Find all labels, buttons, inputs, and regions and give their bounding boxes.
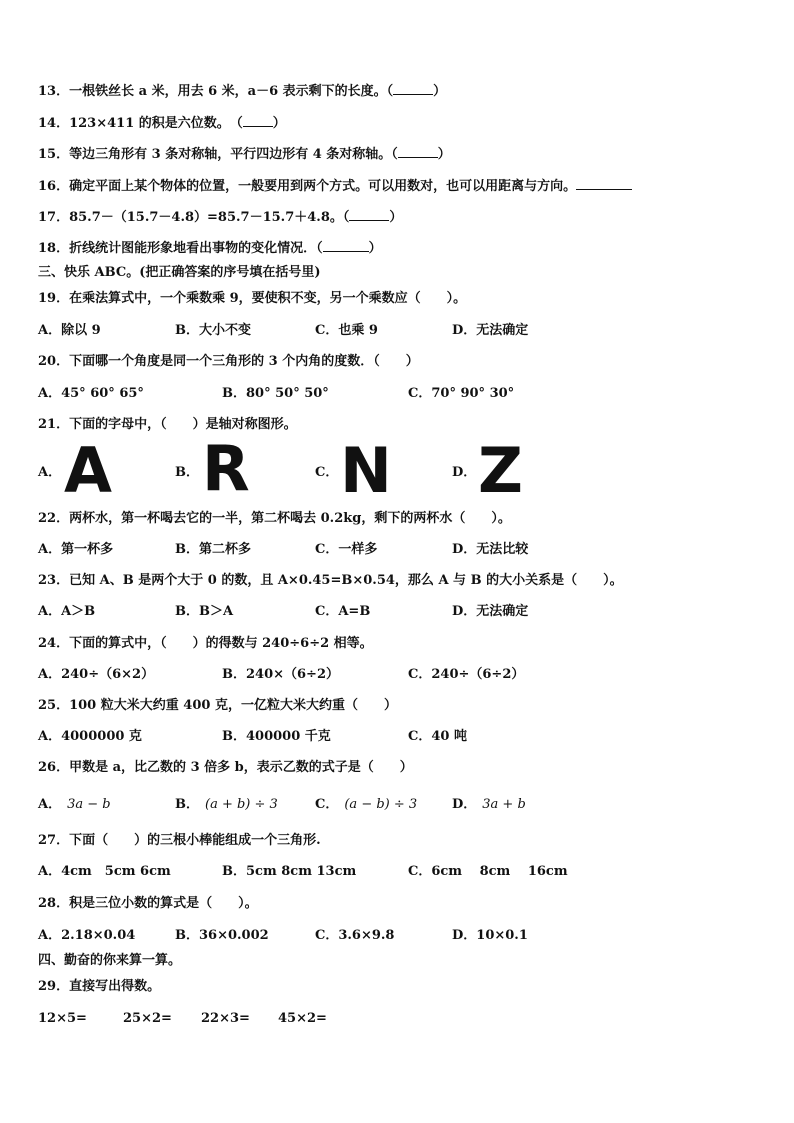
question-18 — [38, 239, 382, 258]
q15-text: 15．等边三角形有 3 条对称轴，平行四边形有 4 条对称轴。（ — [38, 147, 398, 162]
q23-option-b[interactable]: B．B＞A — [175, 604, 234, 619]
question-26: 26．甲数是 a，比乙数的 3 倍多 b，表示乙数的式子是（ ） — [38, 760, 413, 775]
q25-option-c[interactable]: C．40 吨 — [408, 729, 467, 744]
q26-option-c[interactable] — [315, 796, 417, 814]
q25-option-b[interactable]: B．400000 千克 — [222, 729, 331, 744]
question-28: 28．积是三位小数的算式是（ ）。 — [38, 896, 258, 911]
calc-item-3[interactable]: 22×3= — [201, 1011, 250, 1026]
question-24: 24．下面的算式中，（ ）的得数与 240÷6÷2 相等。 — [38, 636, 373, 651]
q26-expr-b: (a + b) ÷ 3 — [205, 797, 278, 812]
q24-option-b[interactable]: B．240×（6÷2） — [222, 667, 340, 682]
question-29: 29．直接写出得数。 — [38, 979, 161, 994]
letter-z-glyph: Z — [478, 434, 523, 507]
q19-option-a[interactable]: A．除以 9 — [38, 323, 101, 338]
q18-text: 18．折线统计图能形象地看出事物的变化情况．（ — [38, 241, 323, 256]
q26-expr-d: 3a + b — [482, 797, 526, 812]
q22-option-c[interactable]: C．一样多 — [315, 542, 378, 557]
q27-option-c[interactable]: C．6cm 8cm 16cm — [408, 864, 568, 879]
q28-option-b[interactable]: B．36×0.002 — [175, 928, 269, 943]
q26-label-c: C． — [315, 797, 339, 812]
q26-option-a[interactable] — [38, 796, 111, 814]
q21-option-d-label[interactable]: D． — [452, 465, 477, 480]
letter-n-glyph: N — [340, 434, 392, 507]
q20-option-c[interactable]: C．70° 90° 30° — [408, 386, 515, 401]
question-19: 19．在乘法算式中，一个乘数乘 9，要使积不变，另一个乘数应（ ）。 — [38, 291, 467, 306]
q26-option-d[interactable] — [452, 796, 526, 814]
q26-option-b[interactable] — [175, 796, 278, 814]
question-27: 27．下面（ ）的三根小棒能组成一个三角形. — [38, 833, 321, 848]
question-16 — [38, 177, 632, 196]
q19-option-c[interactable]: C．也乘 9 — [315, 323, 378, 338]
section-4-heading: 四、勤奋的你来算一算。 — [38, 953, 182, 968]
q13-close: ） — [433, 84, 447, 99]
q20-option-b[interactable]: B．80° 50° 50° — [222, 386, 329, 401]
q25-option-a[interactable]: A．4000000 克 — [38, 729, 142, 744]
answer-blank[interactable] — [576, 177, 632, 190]
question-23: 23．已知 A、B 是两个大于 0 的数，且 A×0.45=B×0.54，那么 A 与 B 的大小关系是（ ）。 — [38, 573, 623, 588]
letter-r-glyph: R — [202, 432, 250, 505]
q21-option-c-label[interactable]: C． — [315, 465, 339, 480]
letter-a-glyph: A — [64, 434, 112, 507]
q14-close: ） — [272, 116, 286, 131]
answer-blank[interactable] — [243, 114, 273, 127]
q26-label-d: D． — [452, 797, 477, 812]
q14-text: 14．123×411 的积是六位数。 （ — [38, 116, 243, 131]
q23-option-c[interactable]: C．A=B — [315, 604, 371, 619]
question-21: 21．下面的字母中，（ ）是轴对称图形。 — [38, 417, 297, 432]
q22-option-b[interactable]: B．第二杯多 — [175, 542, 251, 557]
q26-expr-c: (a − b) ÷ 3 — [344, 797, 418, 812]
calc-item-1[interactable]: 12×5= — [38, 1011, 87, 1026]
q26-expr-a: 3a − b — [67, 797, 111, 812]
q21-option-b-label[interactable]: B． — [175, 465, 199, 480]
q27-option-b[interactable]: B．5cm 8cm 13cm — [222, 864, 357, 879]
q22-option-a[interactable]: A．第一杯多 — [38, 542, 114, 557]
q16-text: 16．确定平面上某个物体的位置，一般要用到两个方式。可以用数对，也可以用距离与方向。 — [38, 179, 577, 194]
answer-blank[interactable] — [323, 239, 369, 252]
q26-label-b: B． — [175, 797, 199, 812]
q19-option-d[interactable]: D．无法确定 — [452, 323, 529, 338]
q19-option-b[interactable]: B．大小不变 — [175, 323, 251, 338]
question-14 — [38, 114, 286, 133]
section-3-heading: 三、快乐 ABC。(把正确答案的序号填在括号里) — [38, 265, 321, 280]
q22-option-d[interactable]: D．无法比较 — [452, 542, 529, 557]
q28-option-c[interactable]: C．3.6×9.8 — [315, 928, 395, 943]
q24-option-a[interactable]: A．240÷（6×2） — [38, 667, 155, 682]
calc-item-2[interactable]: 25×2= — [123, 1011, 172, 1026]
q21-option-a-label[interactable]: A． — [38, 465, 62, 480]
q28-option-d[interactable]: D．10×0.1 — [452, 928, 528, 943]
question-17 — [38, 208, 402, 227]
answer-blank[interactable] — [393, 82, 433, 95]
q23-option-d[interactable]: D．无法确定 — [452, 604, 529, 619]
q17-close: ） — [389, 210, 403, 225]
question-20: 20．下面哪一个角度是同一个三角形的 3 个内角的度数．（ ） — [38, 354, 419, 369]
q24-option-c[interactable]: C．240÷（6÷2） — [408, 667, 525, 682]
calc-item-4[interactable]: 45×2= — [278, 1011, 327, 1026]
question-22: 22．两杯水，第一杯喝去它的一半，第二杯喝去 0.2kg，剩下的两杯水（ ）。 — [38, 511, 511, 526]
q13-text: 13．一根铁丝长 a 米，用去 6 米，a－6 表示剩下的长度。（ — [38, 84, 394, 99]
answer-blank[interactable] — [349, 208, 389, 221]
question-25: 25．100 粒大米大约重 400 克，一亿粒大米大约重（ ） — [38, 698, 397, 713]
question-15 — [38, 145, 451, 164]
q28-option-a[interactable]: A．2.18×0.04 — [38, 928, 136, 943]
q20-option-a[interactable]: A．45° 60° 65° — [38, 386, 144, 401]
q26-label-a: A． — [38, 797, 62, 812]
q17-text: 17．85.7－（15.7－4.8）=85.7－15.7＋4.8。（ — [38, 210, 350, 225]
q27-option-a[interactable]: A．4cm 5cm 6cm — [38, 864, 171, 879]
answer-blank[interactable] — [398, 145, 438, 158]
question-13 — [38, 82, 446, 101]
q15-close: ） — [437, 147, 451, 162]
q23-option-a[interactable]: A．A＞B — [38, 604, 96, 619]
q18-close: ） — [368, 241, 382, 256]
